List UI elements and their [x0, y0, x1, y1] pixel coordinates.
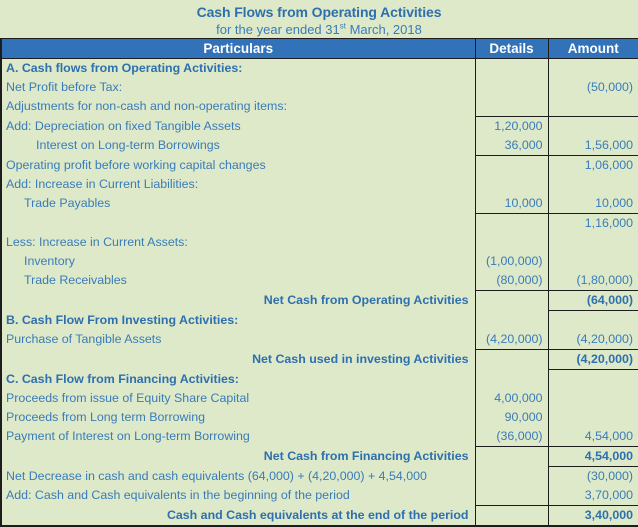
cell-particulars: C. Cash Flow from Financing Activities:	[1, 370, 475, 390]
table-row	[1, 311, 638, 331]
cell-particulars: Net Cash used in investing Activities	[1, 350, 475, 370]
cell-details: (4,20,000)	[475, 330, 548, 350]
cell-particulars: A. Cash flows from Operating Activities:	[1, 59, 475, 79]
cell-amount	[548, 117, 638, 137]
cell-details: (80,000)	[475, 271, 548, 291]
cell-details	[475, 486, 548, 506]
column-header-particulars: Particulars	[1, 39, 475, 59]
cell-details: 10,000	[475, 194, 548, 214]
cell-details	[475, 370, 548, 390]
table-row	[1, 271, 638, 291]
cell-amount: 4,54,000	[548, 447, 638, 467]
page-title: Cash Flows from Operating Activities	[196, 4, 442, 20]
table-row	[1, 408, 638, 427]
page-subtitle	[0, 21, 638, 38]
cell-details: 4,00,000	[475, 389, 548, 408]
cell-details: (1,00,000)	[475, 252, 548, 271]
cell-particulars: Net Cash from Operating Activities	[1, 291, 475, 311]
cell-amount: (64,000)	[548, 291, 638, 311]
cash-flow-table	[0, 38, 638, 527]
cell-particulars: Net Decrease in cash and cash equivalents (64,000) + (4,20,000) + 4,54,000	[1, 467, 475, 487]
cell-amount	[548, 175, 638, 194]
cell-details	[475, 59, 548, 79]
column-header-details: Details	[475, 39, 548, 59]
table-body	[1, 59, 638, 527]
cell-particulars: Purchase of Tangible Assets	[1, 330, 475, 350]
cell-details	[475, 447, 548, 467]
column-header-amount: Amount	[548, 39, 638, 59]
table-row	[1, 291, 638, 311]
cell-amount: 3,70,000	[548, 486, 638, 506]
table-row	[1, 59, 638, 79]
cell-amount: (30,000)	[548, 467, 638, 487]
cell-amount: 10,000	[548, 194, 638, 214]
table-row	[1, 175, 638, 194]
cell-amount	[548, 97, 638, 117]
cell-amount: (4,20,000)	[548, 350, 638, 370]
cell-details	[475, 78, 548, 97]
cell-details	[475, 311, 548, 331]
cell-particulars: Interest on Long-term Borrowings	[1, 136, 475, 156]
title-block	[0, 0, 638, 38]
cell-details	[475, 467, 548, 487]
table-row	[1, 330, 638, 350]
table-row	[1, 194, 638, 214]
cell-particulars: Proceeds from Long term Borrowing	[1, 408, 475, 427]
cell-amount	[548, 252, 638, 271]
cell-details	[475, 291, 548, 311]
table-row	[1, 486, 638, 506]
cell-particulars: B. Cash Flow From Investing Activities:	[1, 311, 475, 331]
cell-particulars: Less: Increase in Current Assets:	[1, 233, 475, 252]
cell-amount	[548, 389, 638, 408]
cell-details: 36,000	[475, 136, 548, 156]
table-row	[1, 447, 638, 467]
cell-amount: 4,54,000	[548, 427, 638, 447]
cell-particulars: Add: Cash and Cash equivalents in the beginning of the period	[1, 486, 475, 506]
cell-details	[475, 233, 548, 252]
cell-amount: (1,80,000)	[548, 271, 638, 291]
cell-particulars: Net Cash from Financing Activities	[1, 447, 475, 467]
cell-amount: 3,40,000	[548, 506, 638, 527]
cell-amount: 1,16,000	[548, 214, 638, 234]
cell-particulars: Proceeds from issue of Equity Share Capital	[1, 389, 475, 408]
cell-particulars: Add: Depreciation on fixed Tangible Assets	[1, 117, 475, 137]
cell-amount	[548, 311, 638, 331]
table-row	[1, 136, 638, 156]
subtitle-ordinal-suffix: st	[339, 21, 346, 31]
table-row	[1, 370, 638, 390]
cell-amount: 1,06,000	[548, 156, 638, 176]
subtitle-text-after: March, 2018	[345, 22, 422, 37]
cell-particulars: Operating profit before working capital changes	[1, 156, 475, 176]
table-header	[1, 39, 638, 59]
cell-amount: (4,20,000)	[548, 330, 638, 350]
cell-particulars: Cash and Cash equivalents at the end of the period	[1, 506, 475, 527]
table-row	[1, 506, 638, 527]
table-row	[1, 389, 638, 408]
table-header-row	[1, 39, 638, 59]
cell-particulars: Adjustments for non-cash and non-operating items:	[1, 97, 475, 117]
cell-amount	[548, 408, 638, 427]
cell-particulars: Payment of Interest on Long-term Borrowing	[1, 427, 475, 447]
cell-details	[475, 97, 548, 117]
table-row	[1, 427, 638, 447]
cell-particulars: Inventory	[1, 252, 475, 271]
table-row	[1, 117, 638, 137]
cell-particulars: Net Profit before Tax:	[1, 78, 475, 97]
cell-amount	[548, 370, 638, 390]
cell-particulars: Trade Receivables	[1, 271, 475, 291]
cell-details	[475, 350, 548, 370]
cell-amount	[548, 233, 638, 252]
cell-particulars	[1, 214, 475, 234]
cell-details	[475, 175, 548, 194]
cell-details	[475, 506, 548, 527]
cell-details: 90,000	[475, 408, 548, 427]
table-row	[1, 252, 638, 271]
cell-amount: 1,56,000	[548, 136, 638, 156]
table-row	[1, 233, 638, 252]
cell-amount: (50,000)	[548, 78, 638, 97]
table-row	[1, 97, 638, 117]
table-row	[1, 214, 638, 234]
cell-amount	[548, 59, 638, 79]
table-row	[1, 78, 638, 97]
table-row	[1, 467, 638, 487]
table-row	[1, 350, 638, 370]
subtitle-text-before: for the year ended 31	[216, 22, 340, 37]
cell-particulars: Add: Increase in Current Liabilities:	[1, 175, 475, 194]
cell-particulars: Trade Payables	[1, 194, 475, 214]
cell-details: (36,000)	[475, 427, 548, 447]
cell-details	[475, 156, 548, 176]
cell-details	[475, 214, 548, 234]
cell-details: 1,20,000	[475, 117, 548, 137]
table-row	[1, 156, 638, 176]
